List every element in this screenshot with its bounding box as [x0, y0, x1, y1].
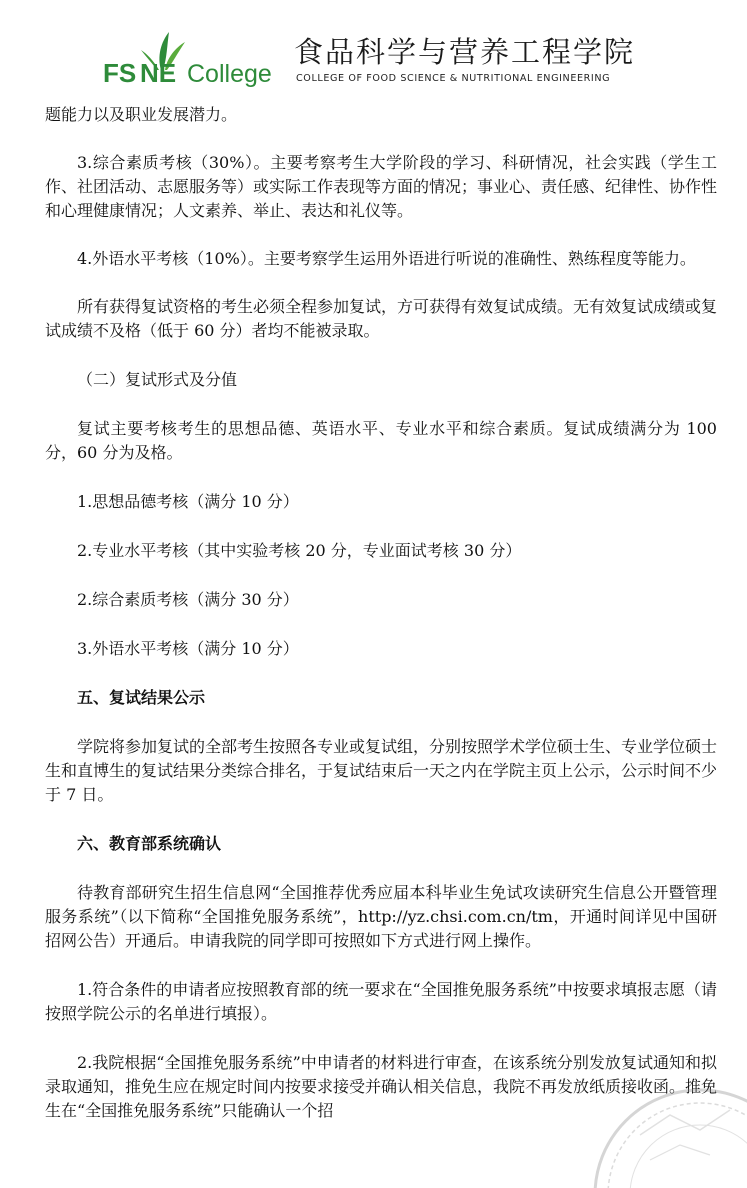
section-heading: 六、教育部系统确认	[77, 834, 222, 853]
paragraph: 题能力以及职业发展潜力。	[45, 105, 238, 124]
college-name-en: COLLEGE OF FOOD SCIENCE & NUTRITIONAL ENGINEERING	[296, 73, 611, 84]
list-item: 2.专业水平考核（其中实验考核 20 分，专业面试考核 30 分）	[77, 541, 522, 560]
svg-text:FS: FS	[103, 58, 137, 88]
svg-text:College: College	[187, 60, 272, 88]
list-item: 2.综合素质考核（满分 30 分）	[77, 590, 299, 609]
paragraph: 3.综合素质考核（30%）。主要考察考生大学阶段的学习、科研情况，社会实践（学生工作、社团活动、志愿服务等）或实际工作表现等方面的情况；事业心、责任感、纪律性、协作性和心理健康情况；人文素养、举止、表达和礼仪等。	[45, 153, 718, 220]
list-item: 3.外语水平考核（满分 10 分）	[77, 639, 299, 658]
paragraph: 2.我院根据“全国推免服务系统”中申请者的材料进行审查，在该系统分别发放复试通知和拟录取通知，推免生应在规定时间内按要求接受并确认相关信息，我院不再发放纸质接收函。推免生在“全国推免服务系统”只能确认一个招	[45, 1053, 718, 1120]
paragraph: 待教育部研究生招生信息网“全国推荐优秀应届本科毕业生免试攻读研究生信息公开暨管理服务系统”（以下简称“全国推免服务系统”，http://yz.chsi.com.cn/tm，开通时间详见中国研招网公告）开通后。申请我院的同学即可按照如下方式进行网上操作。	[45, 883, 717, 950]
fsne-college-logo	[103, 26, 288, 90]
section-heading: 五、复试结果公示	[77, 688, 206, 707]
college-name-cn: 食品科学与营养工程学院	[294, 35, 636, 69]
svg-text:NE: NE	[140, 58, 177, 88]
subsection-heading: （二）复试形式及分值	[77, 370, 238, 389]
page-header	[0, 0, 747, 100]
paragraph: 4.外语水平考核（10%）。主要考察学生运用外语进行听说的准确性、熟练程度等能力。	[77, 249, 696, 268]
paragraph: 所有获得复试资格的考生必须全程参加复试，方可获得有效复试成绩。无有效复试成绩或复试成绩不及格（低于 60 分）者均不能被录取。	[45, 297, 718, 340]
paragraph: 1.符合条件的申请者应按照教育部的统一要求在“全国推免服务系统”中按要求填报志愿（请按照学院公示的名单进行填报）。	[45, 980, 717, 1023]
document-body	[45, 103, 717, 1123]
paragraph: 复试主要考核考生的思想品德、英语水平、专业水平和综合素质。复试成绩满分为 100 分，60 分为及格。	[45, 419, 717, 462]
seal-watermark-icon	[580, 1075, 747, 1188]
paragraph: 学院将参加复试的全部考生按照各专业或复试组，分别按照学术学位硕士生、专业学位硕士生和直博生的复试结果分类综合排名，于复试结束后一天之内在学院主页上公示，公示时间不少于 7 日。	[45, 737, 718, 804]
list-item: 1.思想品德考核（满分 10 分）	[77, 492, 299, 511]
